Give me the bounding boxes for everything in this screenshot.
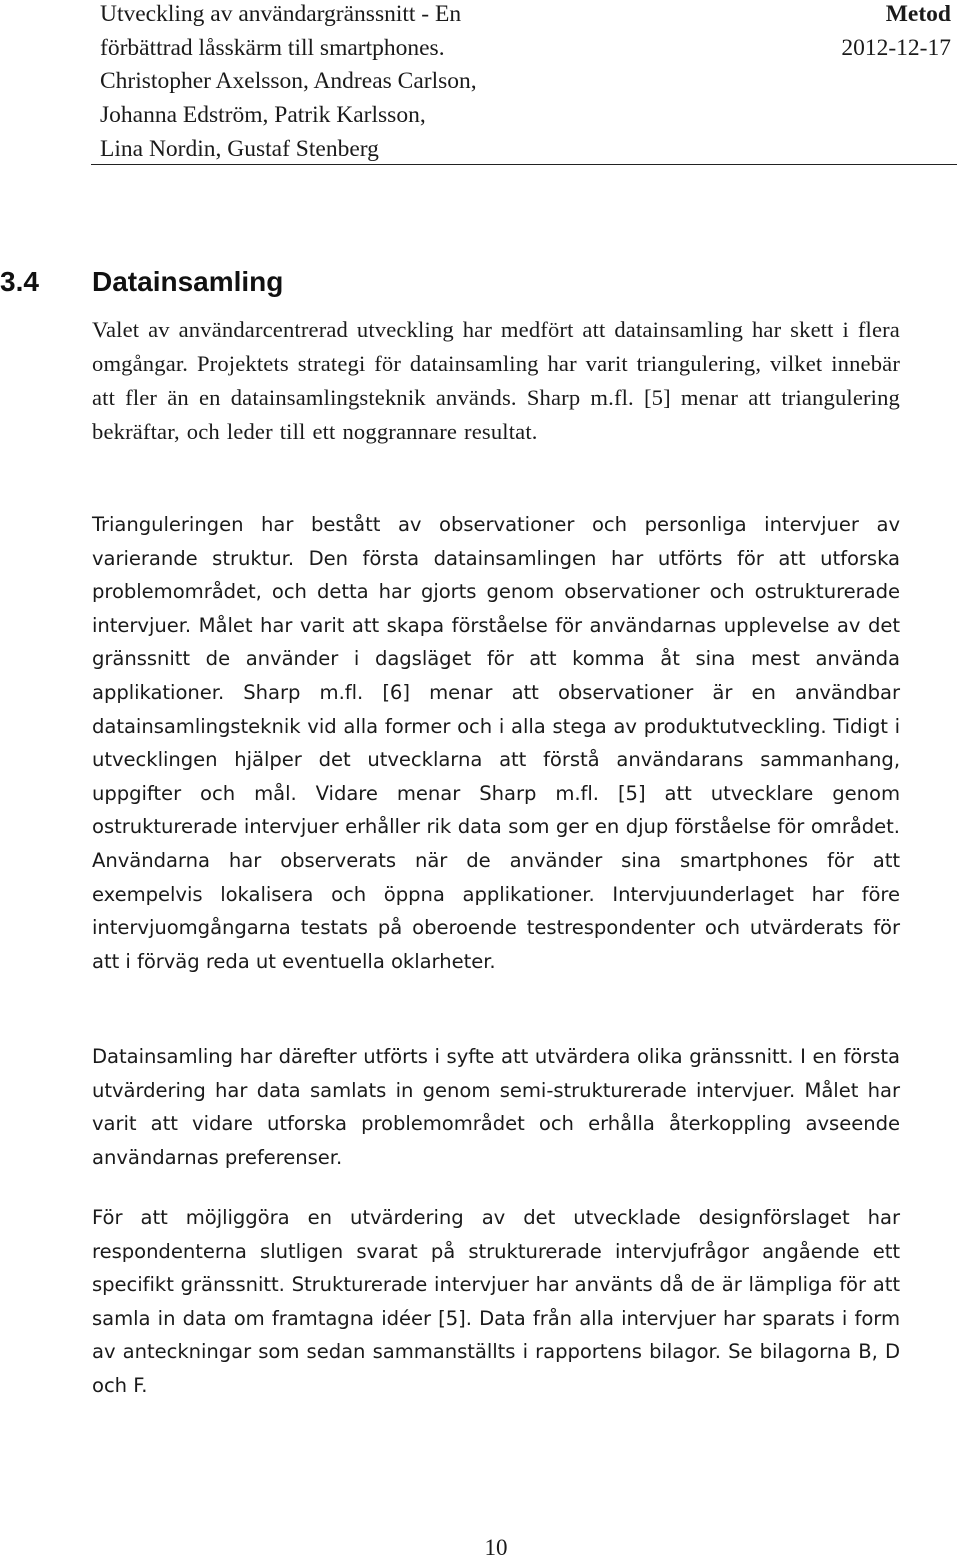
- paragraph-1: Valet av användarcentrerad utveckling har medfört att datainsamling har skett i flera omgångar. Projektets strategi för datainsamling har varit triangulering, vilket innebär att fler än en datainsamlingsteknik används. Sharp m.fl. [5] menar att triangulering bekräftar, och leder till ett noggrannare resultat.: [92, 317, 900, 444]
- header-section-name: Metod: [885, 1, 951, 27]
- page-header: [91, 0, 957, 165]
- header-date: 2012-12-17: [841, 34, 951, 61]
- header-authors-line-3: Lina Nordin, Gustaf Stenberg: [100, 135, 379, 162]
- paragraph-3: Datainsamling har därefter utförts i syfte att utvärdera olika gränssnitt. I en första utvärdering har data samlats in genom semi-strukturerade intervjuer. Målet har varit att vidare utforska problemområdet och erhålla återkoppling avseende användarnas preferenser.: [92, 1045, 900, 1169]
- header-meta-block: [841, 0, 951, 65]
- header-authors-line-2: Johanna Edström, Patrik Karlsson,: [100, 102, 426, 129]
- section-number: 3.4: [0, 266, 39, 297]
- paragraph-4: För att möjliggöra en utvärdering av det utvecklade designförslaget har respondenterna slutligen svarat på strukturerade intervjufrågor angående ett specifikt gränssnitt. Strukturerade intervjuer har använts då de är lämpliga för att samla in data om framtagna idéer [5]. Data från alla intervjuer har sparats i form av anteckningar som sedan sammanställts i rapportens bilagor. Se bilagorna B, D och F.: [92, 1206, 900, 1397]
- header-title-line-2: förbättrad låsskärm till smartphones.: [100, 34, 445, 61]
- section-title: Datainsamling: [92, 266, 284, 297]
- paragraph-2: Trianguleringen har bestått av observationer och personliga intervjuer av varierande struktur. Den första datainsamlingen har utförts för att utforska problemområdet, och detta har gjorts genom observationer och ostrukturerade intervjuer. Målet har varit att skapa förståelse för användarnas upplevelse av det gränssnitt de använder i dagsläget för att komma åt sina mest använda applikationer. Sharp m.fl. [6] menar att observationer är en användbar datainsamlingsteknik vid alla former och i alla stega av produktutveckling. Tidigt i utvecklingen hjälper det utvecklarna att förstå användarans sammanhang, uppgifter och mål. Vidare menar Sharp m.fl. [5] att utvecklare genom ostrukturerade intervjuer erhåller rik data som ger en djup förståelse för området. Användarna har observerats när de använder sina smartphones för att exempelvis lokalisera och öppna applikationer. Intervjuunderlaget har före intervjuomgångarna testats på oberoende testrespondenter och utvärderats för att i förväg reda ut eventuella oklarheter.: [92, 513, 900, 973]
- page-number: 10: [484, 1535, 508, 1560]
- header-title-line-1: Utveckling av användargränssnitt - En: [100, 1, 462, 27]
- header-title-block: [100, 0, 477, 167]
- header-authors-line-1: Christopher Axelsson, Andreas Carlson,: [100, 68, 477, 95]
